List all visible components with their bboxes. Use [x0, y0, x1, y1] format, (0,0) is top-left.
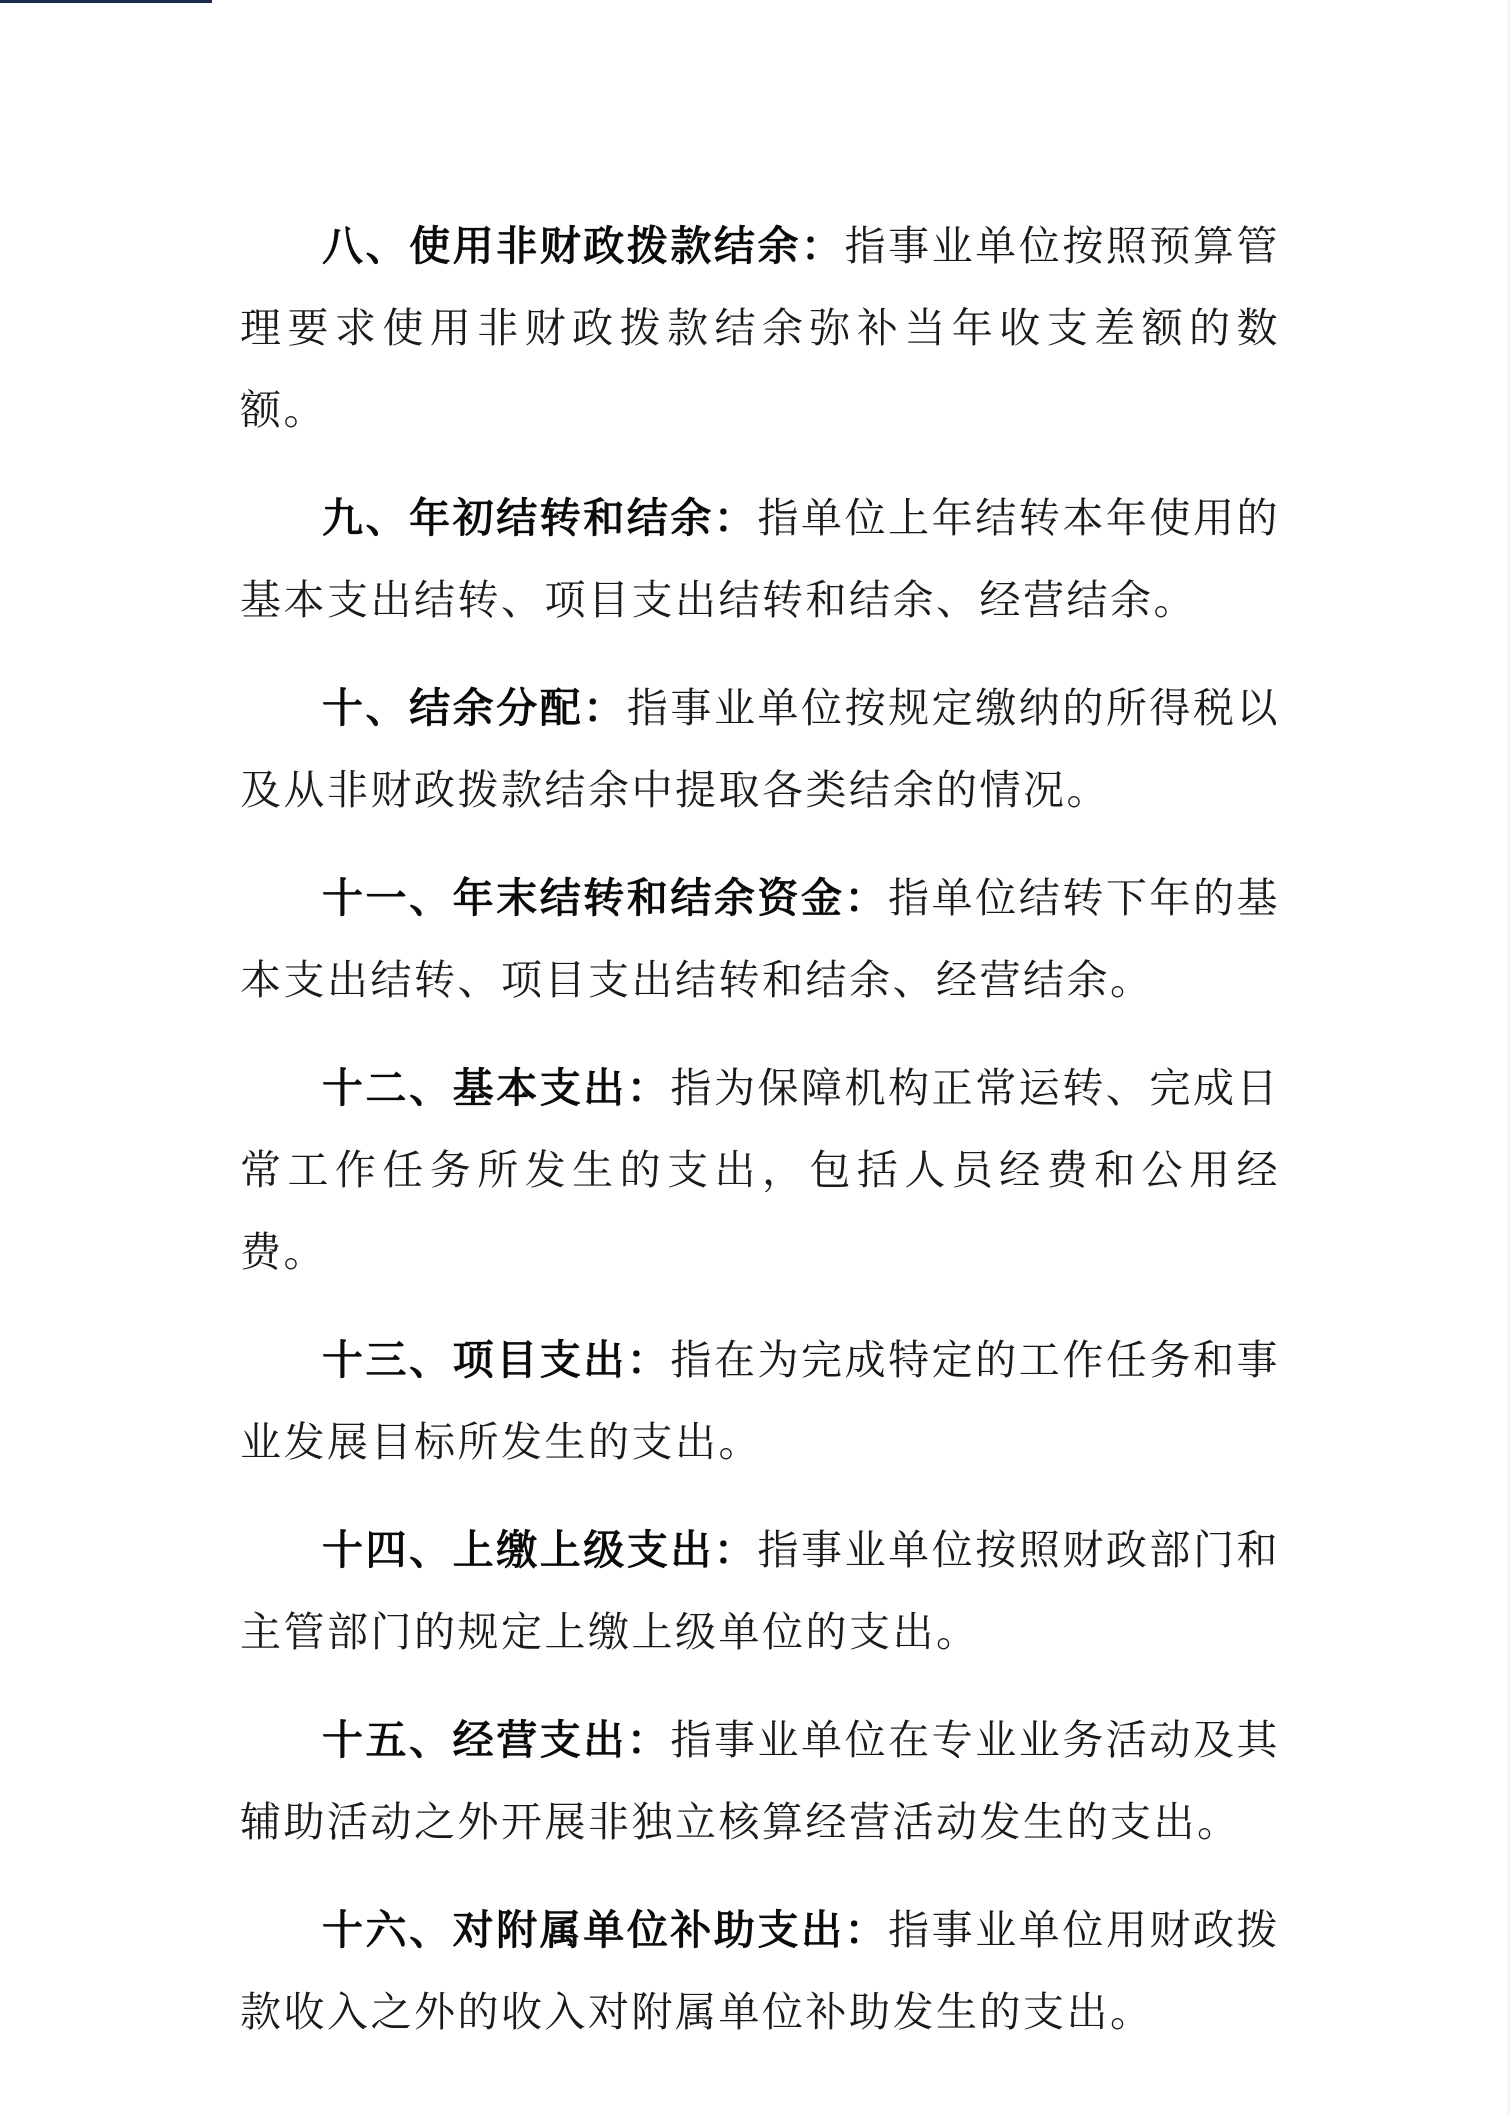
definition-13: 指在为完成特定的工作任务和事业发展目标所发生的支出。 [240, 1336, 1281, 1466]
definition-12: 指为保障机构正常运转、完成日常工作任务所发生的支出，包括人员经费和公用经费。 [240, 1064, 1281, 1276]
document-body [240, 205, 1280, 2079]
definition-9: 指单位上年结转本年使用的基本支出结转、项目支出结转和结余、经营结余。 [240, 494, 1281, 624]
paragraph-14 [240, 1509, 1280, 1673]
paragraph-9 [240, 477, 1280, 641]
paragraph-16 [240, 1889, 1280, 2053]
definition-8: 指事业单位按照预算管理要求使用非财政拨款结余弥补当年收支差额的数额。 [240, 222, 1281, 434]
scan-right-edge [1506, 0, 1510, 2115]
definition-10: 指事业单位按规定缴纳的所得税以及从非财政拨款结余中提取各类结余的情况。 [240, 684, 1281, 814]
term-9: 九、年初结转和结余： [322, 494, 758, 542]
paragraph-8 [240, 205, 1280, 451]
paragraph-10 [240, 667, 1280, 831]
paragraph-15 [240, 1699, 1280, 1863]
term-15: 十五、经营支出： [322, 1716, 671, 1764]
term-8: 八、使用非财政拨款结余： [322, 222, 845, 270]
definition-16: 指事业单位用财政拨款收入之外的收入对附属单位补助发生的支出。 [240, 1906, 1281, 2036]
paragraph-13 [240, 1319, 1280, 1483]
term-10: 十、结余分配： [322, 684, 627, 732]
term-14: 十四、上缴上级支出： [322, 1526, 758, 1574]
term-12: 十二、基本支出： [322, 1064, 671, 1112]
term-11: 十一、年末结转和结余资金： [322, 874, 889, 922]
term-16: 十六、对附属单位补助支出： [322, 1906, 889, 1954]
paragraph-12 [240, 1047, 1280, 1293]
scan-edge-mark [0, 0, 212, 3]
definition-15: 指事业单位在专业业务活动及其辅助活动之外开展非独立核算经营活动发生的支出。 [240, 1716, 1281, 1846]
definition-14: 指事业单位按照财政部门和主管部门的规定上缴上级单位的支出。 [240, 1526, 1281, 1656]
definition-11: 指单位结转下年的基本支出结转、项目支出结转和结余、经营结余。 [240, 874, 1281, 1004]
term-13: 十三、项目支出： [322, 1336, 671, 1384]
paragraph-11 [240, 857, 1280, 1021]
